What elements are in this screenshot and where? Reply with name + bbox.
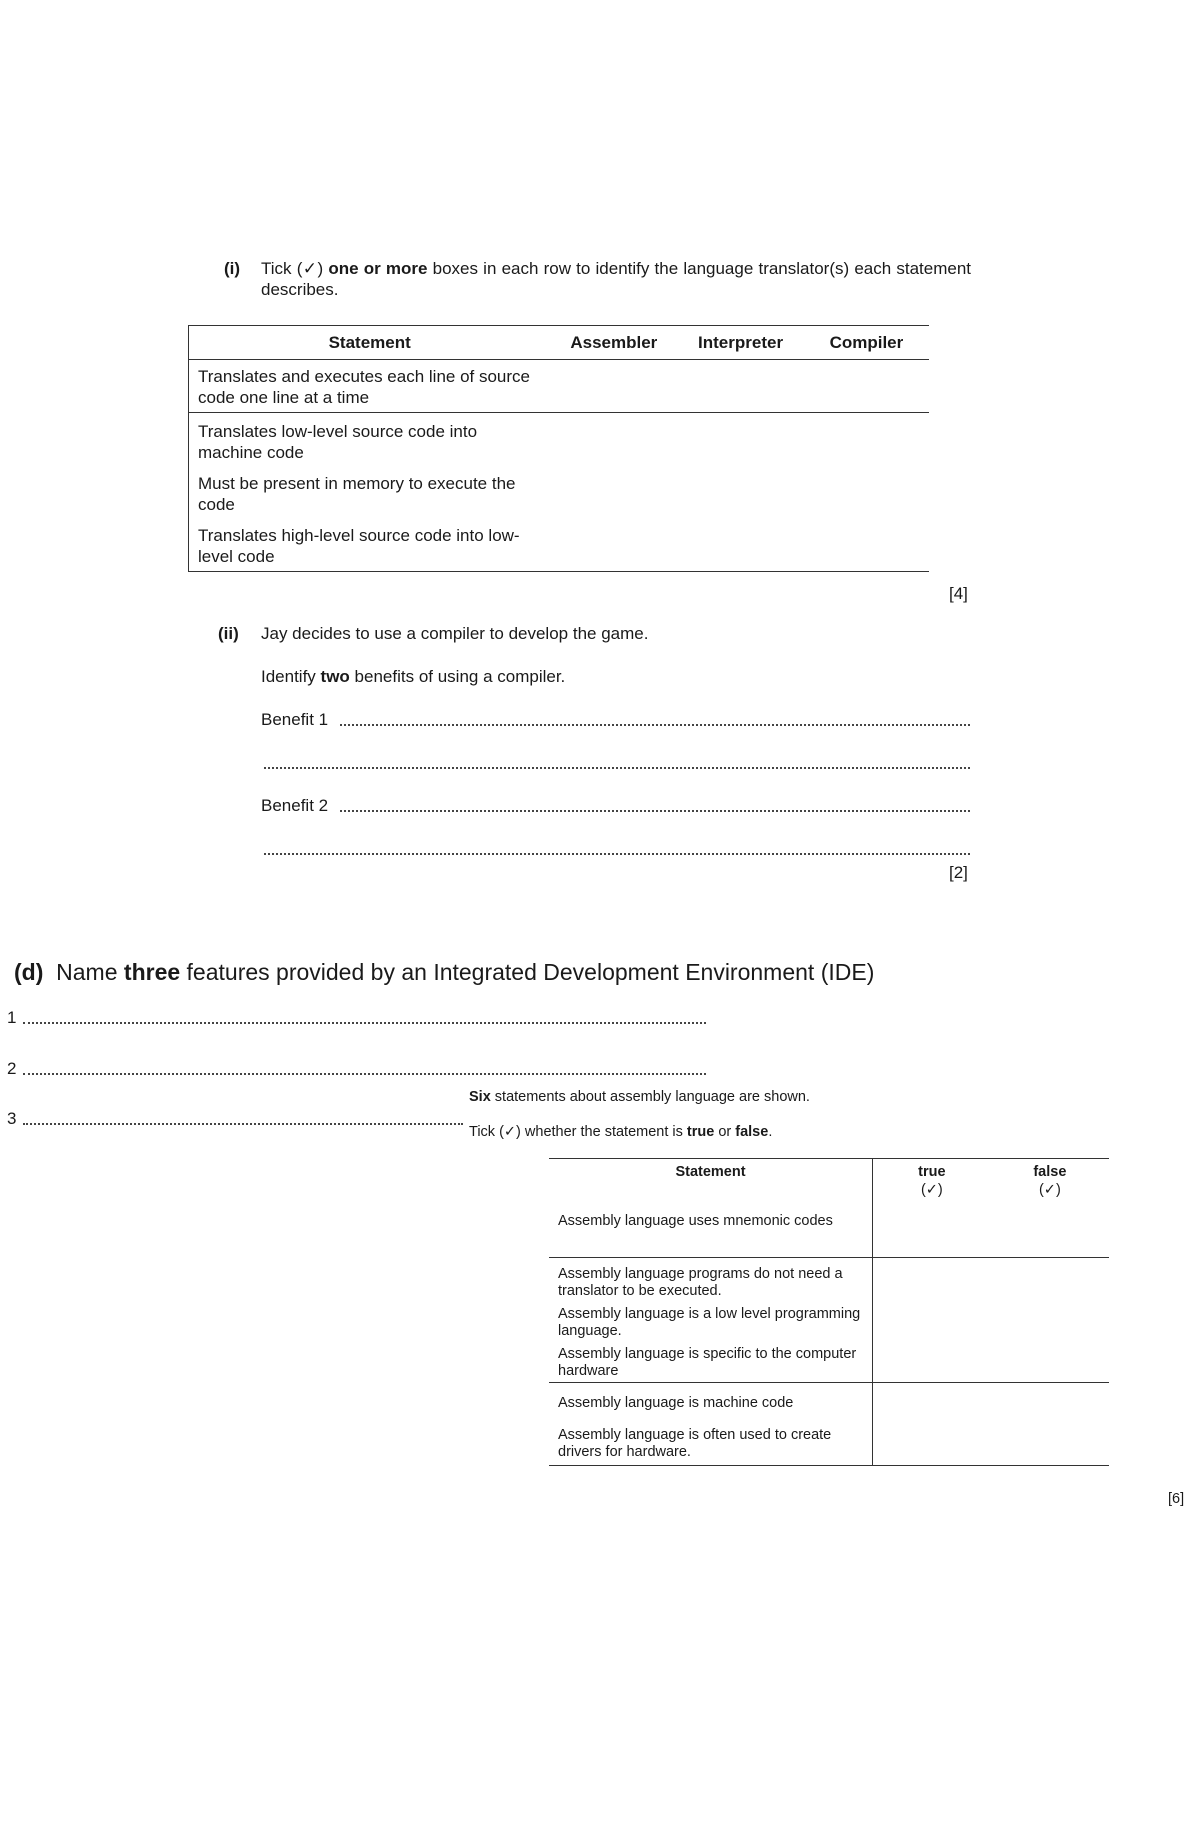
tick-instruction-text: Tick (✓) whether the statement is bbox=[469, 1124, 687, 1140]
translator-table bbox=[188, 325, 929, 572]
tick-box-compiler[interactable] bbox=[804, 413, 929, 468]
header-interpreter: Interpreter bbox=[677, 326, 804, 360]
header-false-tick: (✓) bbox=[1038, 1182, 1061, 1198]
statement-cell: Assembly language programs do not need a translator to be executed. bbox=[549, 1258, 872, 1303]
statement-cell: Translates low-level source code into machine code bbox=[189, 413, 551, 468]
statement-cell: Assembly language is a low level programming language. bbox=[549, 1302, 872, 1342]
identify-text: Identify bbox=[261, 667, 321, 686]
tick-box-true[interactable] bbox=[872, 1383, 990, 1424]
part-i-instruction bbox=[261, 258, 971, 300]
header-false bbox=[991, 1159, 1109, 1210]
tick-box-compiler[interactable] bbox=[804, 467, 929, 519]
tick-instruction-true: true bbox=[686, 1124, 715, 1140]
benefit-2-label: Benefit 2 bbox=[261, 796, 329, 815]
tick-box-compiler[interactable] bbox=[804, 519, 929, 572]
identify-bold: two bbox=[320, 667, 350, 686]
tick-box-assembler[interactable] bbox=[550, 519, 677, 572]
assembly-intro bbox=[469, 1089, 810, 1106]
header-statement: Statement bbox=[189, 326, 551, 360]
assembly-table bbox=[549, 1158, 1109, 1466]
benefit-1-answer-line-2[interactable] bbox=[264, 767, 970, 769]
tick-box-true[interactable] bbox=[872, 1342, 990, 1383]
benefit-2-answer-line-2[interactable] bbox=[264, 853, 970, 855]
table-row bbox=[189, 360, 930, 413]
tick-box-assembler[interactable] bbox=[550, 467, 677, 519]
tick-box-false[interactable] bbox=[991, 1209, 1109, 1258]
feature-3-answer-line[interactable] bbox=[23, 1123, 463, 1125]
tick-box-assembler[interactable] bbox=[550, 360, 677, 413]
part-ii-identify bbox=[261, 666, 565, 687]
instruction-bold: one or more bbox=[328, 259, 428, 278]
tick-instruction-or: or bbox=[714, 1124, 736, 1140]
marks-assembly: [6] bbox=[1168, 1491, 1185, 1507]
table-row bbox=[549, 1302, 1109, 1342]
tick-box-true[interactable] bbox=[872, 1258, 990, 1303]
tick-box-assembler[interactable] bbox=[550, 413, 677, 468]
header-true bbox=[872, 1159, 990, 1210]
statement-cell: Translates and executes each line of source code one line at a time bbox=[189, 360, 551, 413]
tick-instruction-end: . bbox=[768, 1124, 773, 1140]
instruction-text: Tick (✓) bbox=[261, 259, 329, 278]
part-d-bold: three bbox=[123, 959, 181, 985]
feature-2-answer-line[interactable] bbox=[23, 1073, 706, 1075]
identify-text-end: benefits of using a compiler. bbox=[349, 667, 566, 686]
table-row bbox=[549, 1342, 1109, 1383]
marks-part-i: [4] bbox=[949, 584, 968, 603]
part-d-label: (d) bbox=[14, 959, 44, 985]
tick-box-interpreter[interactable] bbox=[677, 413, 804, 468]
header-compiler: Compiler bbox=[804, 326, 929, 360]
tick-box-true[interactable] bbox=[872, 1209, 990, 1258]
tick-box-false[interactable] bbox=[991, 1423, 1109, 1466]
table-row bbox=[549, 1209, 1109, 1258]
header-assembler: Assembler bbox=[550, 326, 677, 360]
statement-cell: Assembly language is specific to the computer hardware bbox=[549, 1342, 872, 1383]
tick-box-interpreter[interactable] bbox=[677, 519, 804, 572]
header-false-label: false bbox=[1033, 1164, 1067, 1180]
part-i-label: (i) bbox=[224, 259, 241, 278]
tick-box-false[interactable] bbox=[991, 1383, 1109, 1424]
answer-label-3: 3 bbox=[7, 1109, 17, 1128]
benefit-2-answer-line[interactable] bbox=[340, 810, 970, 812]
marks-part-ii: [2] bbox=[949, 863, 968, 882]
statement-cell: Must be present in memory to execute the code bbox=[189, 467, 551, 519]
assembly-intro-text: statements about assembly language are shown. bbox=[490, 1089, 810, 1105]
answer-label-1: 1 bbox=[7, 1008, 17, 1027]
table-row bbox=[549, 1423, 1109, 1466]
table-row bbox=[189, 413, 930, 468]
part-ii-label: (ii) bbox=[218, 624, 239, 643]
table-row bbox=[189, 519, 930, 572]
tick-box-compiler[interactable] bbox=[804, 360, 929, 413]
header-statement: Statement bbox=[549, 1159, 872, 1210]
feature-1-answer-line[interactable] bbox=[23, 1022, 706, 1024]
table-row bbox=[549, 1258, 1109, 1303]
tick-box-true[interactable] bbox=[872, 1302, 990, 1342]
table-row bbox=[189, 467, 930, 519]
tick-box-true[interactable] bbox=[872, 1423, 990, 1466]
table-row bbox=[549, 1383, 1109, 1424]
statement-cell: Assembly language uses mnemonic codes bbox=[549, 1209, 872, 1258]
part-d-text: Name bbox=[56, 959, 124, 985]
statement-cell: Translates high-level source code into low-level code bbox=[189, 519, 551, 572]
part-d-text-end: features provided by an Integrated Development Environment (IDE) bbox=[180, 959, 875, 985]
tick-instruction-false: false bbox=[735, 1124, 769, 1140]
part-d-question bbox=[14, 958, 874, 986]
assembly-tick-instruction bbox=[469, 1124, 772, 1141]
tick-box-interpreter[interactable] bbox=[677, 360, 804, 413]
answer-label-2: 2 bbox=[7, 1059, 17, 1078]
tick-box-false[interactable] bbox=[991, 1302, 1109, 1342]
instruction-text-end: boxes in each row to identify the language translator(s) each statement describes. bbox=[261, 259, 971, 299]
part-ii-text: Jay decides to use a compiler to develop the game. bbox=[261, 624, 649, 643]
header-true-tick: (✓) bbox=[920, 1182, 943, 1198]
tick-box-interpreter[interactable] bbox=[677, 467, 804, 519]
assembly-intro-bold: Six bbox=[469, 1089, 491, 1105]
benefit-1-label: Benefit 1 bbox=[261, 710, 329, 729]
statement-cell: Assembly language is machine code bbox=[549, 1383, 872, 1424]
statement-cell: Assembly language is often used to create drivers for hardware. bbox=[549, 1423, 872, 1466]
benefit-1-answer-line[interactable] bbox=[340, 724, 970, 726]
tick-box-false[interactable] bbox=[991, 1342, 1109, 1383]
header-true-label: true bbox=[918, 1164, 946, 1180]
tick-box-false[interactable] bbox=[991, 1258, 1109, 1303]
